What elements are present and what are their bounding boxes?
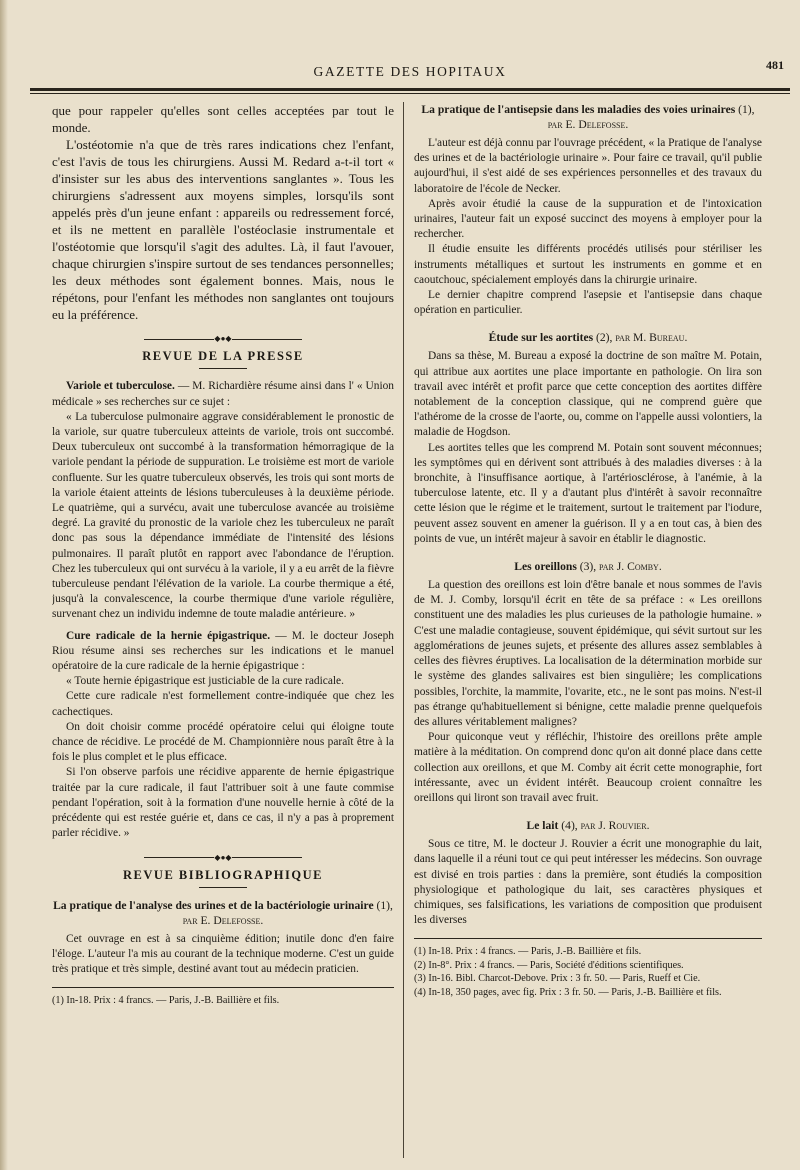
header-rule-thin xyxy=(30,93,790,94)
footnotes-right xyxy=(414,938,762,999)
paragraph: Il étudie ensuite les différents procédés utilisés pour stériliser les instruments métalliques et surtout les instruments en gomme et en caoutchouc, spécialement employés dans la chirurgie urinaire. xyxy=(414,243,762,286)
running-title: GAZETTE DES HOPITAUX xyxy=(313,64,507,79)
page-number: 481 xyxy=(766,58,784,72)
variole-lead xyxy=(52,379,394,409)
footnote: (1) In-18. Prix : 4 francs. — Paris, J.-B. Baillière et fils. xyxy=(52,995,280,1007)
paragraph: Cette cure radicale n'est formellement contre-indiquée que chez les cachectiques. xyxy=(52,690,394,718)
paragraph: Cet ouvrage en est à sa cinquième édition; inutile donc d'en faire l'éloge. L'auteur l'a mis au courant de la technique moderne. C'est un guide très pratique et très simple, destiné avant tout au médecin praticien. xyxy=(52,932,394,976)
paragraph: Le dernier chapitre comprend l'asepsie et l'antisepsie dans chaque opération en particulier. xyxy=(414,289,762,317)
paragraph: Pour quiconque veut y réfléchir, l'histoire des oreillons prête ample matière à la méditation. On comprend donc qu'on ait donné place dans cette collection aux oreillons, et que M. Comby ait écrit cette monographie, fort intéressante, avec un évident intérêt. Beaucoup croient connaître les oreillons qui liront son travail avec fruit. xyxy=(414,731,762,804)
article-lead: — M. le docteur Joseph Riou résume ainsi ses recherches sur les indications et le manuel opératoire de la cure radicale de la hernie épigastrique : xyxy=(52,629,394,673)
section-title-revue-presse: REVUE DE LA PRESSE xyxy=(142,349,304,364)
paragraph: « Toute hernie épigastrique est justiciable de la cure radicale. xyxy=(66,675,344,688)
variole-body: « La tuberculose pulmonaire aggrave considérablement le pronostic de la variole, sur quatre tuberculeux atteints de variole, trois ont succombé. Deux tuberculeux ont succombé à la transformation hémorragique de la variole pendant la période de suppuration. Le troisième est mort de variole confluente. Sur les quatre tuberculeux observés, les trois qui sont morts de la variole étaient atteints de lésions tuberculeuses à la deuxième période. Le quatrième, qui a survécu, avait une tuberculose avancée au troisième degré. La gravité du pronostic de la variole chez les tuberculeux ne paraît donc pas sous la dépendance immédiate de l'intensité des lésions pulmonaires. Il paraît plutôt en rapport avec l'abondance de l'éruption. Chez les tuberculeux qui ont survécu à la variole, il y a eu arrêt de la fièvre tuberculeuse pendant l'élévation de la variole. La courbe thermique a été, jusqu'à la convalescence, la courbe thermique d'une variole régulière, survenant chez un individu indemne de toute maladie antérieure. » xyxy=(52,410,394,621)
header-rule-thick xyxy=(30,88,790,91)
article-title: Étude sur les aortites (2), par M. Bureau. xyxy=(488,331,688,345)
article-heading: Variole et tuberculose. xyxy=(66,380,175,393)
short-rule xyxy=(199,887,247,888)
footnotes-left xyxy=(52,987,394,1007)
paragraph: Sous ce titre, M. le docteur J. Rouvier a écrit une monographie du lait, dans laquelle il a réuni tout ce qui peut intéresser les médecins. Son ouvrage est divisé en trois parties : dans la première, sont étudiés la composition physiologique et pathologique du lait, ses caractères physiques et chimiques, ses falsifications, les variations de composition que produisent les diverses xyxy=(414,838,762,927)
footnote: (4) In-18, 350 pages, avec fig. Prix : 3 fr. 50. — Paris, J.-B. Baillière et fils. xyxy=(414,986,722,998)
section-ornament: ◆●◆ xyxy=(52,335,394,343)
osteotomie-article xyxy=(52,102,394,323)
paragraph: La question des oreillons est loin d'être banale et nous sommes de l'avis de M. J. Comby, lorsqu'il écrit en tête de sa préface : « Les oreillons constituent une des maladies les plus curieuses de la pathologie humaine. » C'est une maladie contagieuse, souvent épidémique, qui sévit surtout sur les agglomérations de jeunes sujets, et présente des allures assez semblables à celles des fièvres éruptives. La localisation de la détermination morbide sur le système des glandes salivaires est bien singulière; les complications possibles, l'orchite, la mammite, l'ovarite, etc., ne le sont pas moins. N'est-il pas étrange qu'habituellement si bénigne, cette maladie prenne quelquefois des allures véritablement malignes? xyxy=(414,579,762,728)
footnote: (2) In-8°. Prix : 4 francs. — Paris, Société d'éditions scientifiques. xyxy=(414,959,684,971)
paragraph: Dans sa thèse, M. Bureau a exposé la doctrine de son maître M. Potain, qui attribue aux aortites une place importante en pathologie. On lira son travail avec intérêt et profit parce que cette conception des aortites diffère notablement de la conception classique, qui ne comprend guère que l'athérome de la crosse de l'aorte, ou, comme on l'appelle aussi volontiers, la maladie de Hogdson. xyxy=(414,350,762,439)
footnote: (3) In-16. Bibl. Charcot-Debove. Prix : 3 fr. 50. — Paris, Rueff et Cie. xyxy=(414,973,701,985)
article-heading: Cure radicale de la hernie épigastrique. xyxy=(66,629,271,642)
article-title: Le lait (4), par J. Rouvier. xyxy=(526,819,650,833)
page-binding-shadow xyxy=(0,0,8,1170)
section-title-revue-biblio: REVUE BIBLIOGRAPHIQUE xyxy=(123,867,323,882)
paragraph: Les aortites telles que les comprend M. Potain sont souvent méconnues; les symptômes qui en dérivent sont attribués à des maladies diverses : à la bronchite, à l'insuffisance aortique, à l'artériosclérose, à l'anémie, à la tuberculose latente, etc. Il y a d'autant plus d'intérêt à savoir reconnaître cette lésion que le régime et le traitement, surtout le traitement par l'iodure, peuvent assez souvent en amener la guérison. Il y a en tout cas, à bien des points de vue, un intérêt majeur à savoir en établir le diagnostic. xyxy=(414,441,762,545)
section-ornament: ◆●◆ xyxy=(52,853,394,861)
article-lead: — M. Richardière résume ainsi dans l' « Union médicale » ses recherches sur ce sujet : xyxy=(52,380,394,408)
paragraph: que pour rappeler qu'elles sont celles acceptées par tout le monde. xyxy=(52,103,394,135)
article-title: La pratique de l'antisepsie dans les maladies des voies urinaires (1), par E. Delefosse. xyxy=(421,103,755,131)
short-rule xyxy=(199,368,247,369)
article-title: La pratique de l'analyse des urines et de la bactériologie urinaire (1), par E. Delefosse. xyxy=(53,898,393,927)
footnote: (1) In-18. Prix : 4 francs. — Paris, J.-B. Baillière et fils. xyxy=(414,946,642,958)
left-column xyxy=(52,102,394,1162)
page-header xyxy=(30,56,790,96)
paragraph: On doit choisir comme procédé opératoire celui qui éloigne toute chance de récidive. Le procédé de M. Championnière nous paraît être à la fois le plus complet et le plus efficace. xyxy=(52,720,394,764)
article-title: Les oreillons (3), par J. Comby. xyxy=(514,560,662,574)
column-divider xyxy=(403,102,404,1158)
paragraph: L'auteur est déjà connu par l'ouvrage précédent, « la Pratique de l'analyse des urines et de la bactériologie urinaire ». Pour faire ce travail, qu'il publie aujourd'hui, il s'est aidé de ses expériences personnelles et des travaux du laboratoire de l'école de Necker. xyxy=(414,137,762,195)
right-column xyxy=(414,102,762,1162)
hernie-lead xyxy=(52,629,394,675)
paragraph: Après avoir étudié la cause de la suppuration et de l'intoxication urinaires, l'auteur fait un exposé succinct des moyens à employer pour la rechercher. xyxy=(414,197,762,241)
paragraph: Si l'on observe parfois une récidive apparente de hernie épigastrique traitée par la cure radicale, il faut l'attribuer soit à une faute commise pendant l'opération, soit à la formation d'une nouvelle hernie à côté de la précédente qui est restée guérie et, dans ce cas, il n'y a pas à proprement parler récidive. » xyxy=(52,766,394,840)
paragraph: L'ostéotomie n'a que de très rares indications chez l'enfant, c'est l'avis de tous les chirurgiens. Aussi M. Redard a-t-il tort « d'insister sur les abus des interventions sanglantes ». Tous les chirurgiens s'adressent aux moyens simples, lorsqu'ils sont appelés près d'un jeune enfant : appareils ou redressement forcé, et ils ne mettent en parallèle l'ostéoclasie instrumentale et l'ostéotomie que lorsqu'il s'agit des adultes. Là, il faut l'avouer, chaque chirurgien s'inspire surtout de ses tendances personnelles; les deux méthodes sont également bonnes. Mais, nous le répétons, pour l'enfant les méthodes non sanglantes ont toujours eu la préférence. xyxy=(52,137,394,322)
